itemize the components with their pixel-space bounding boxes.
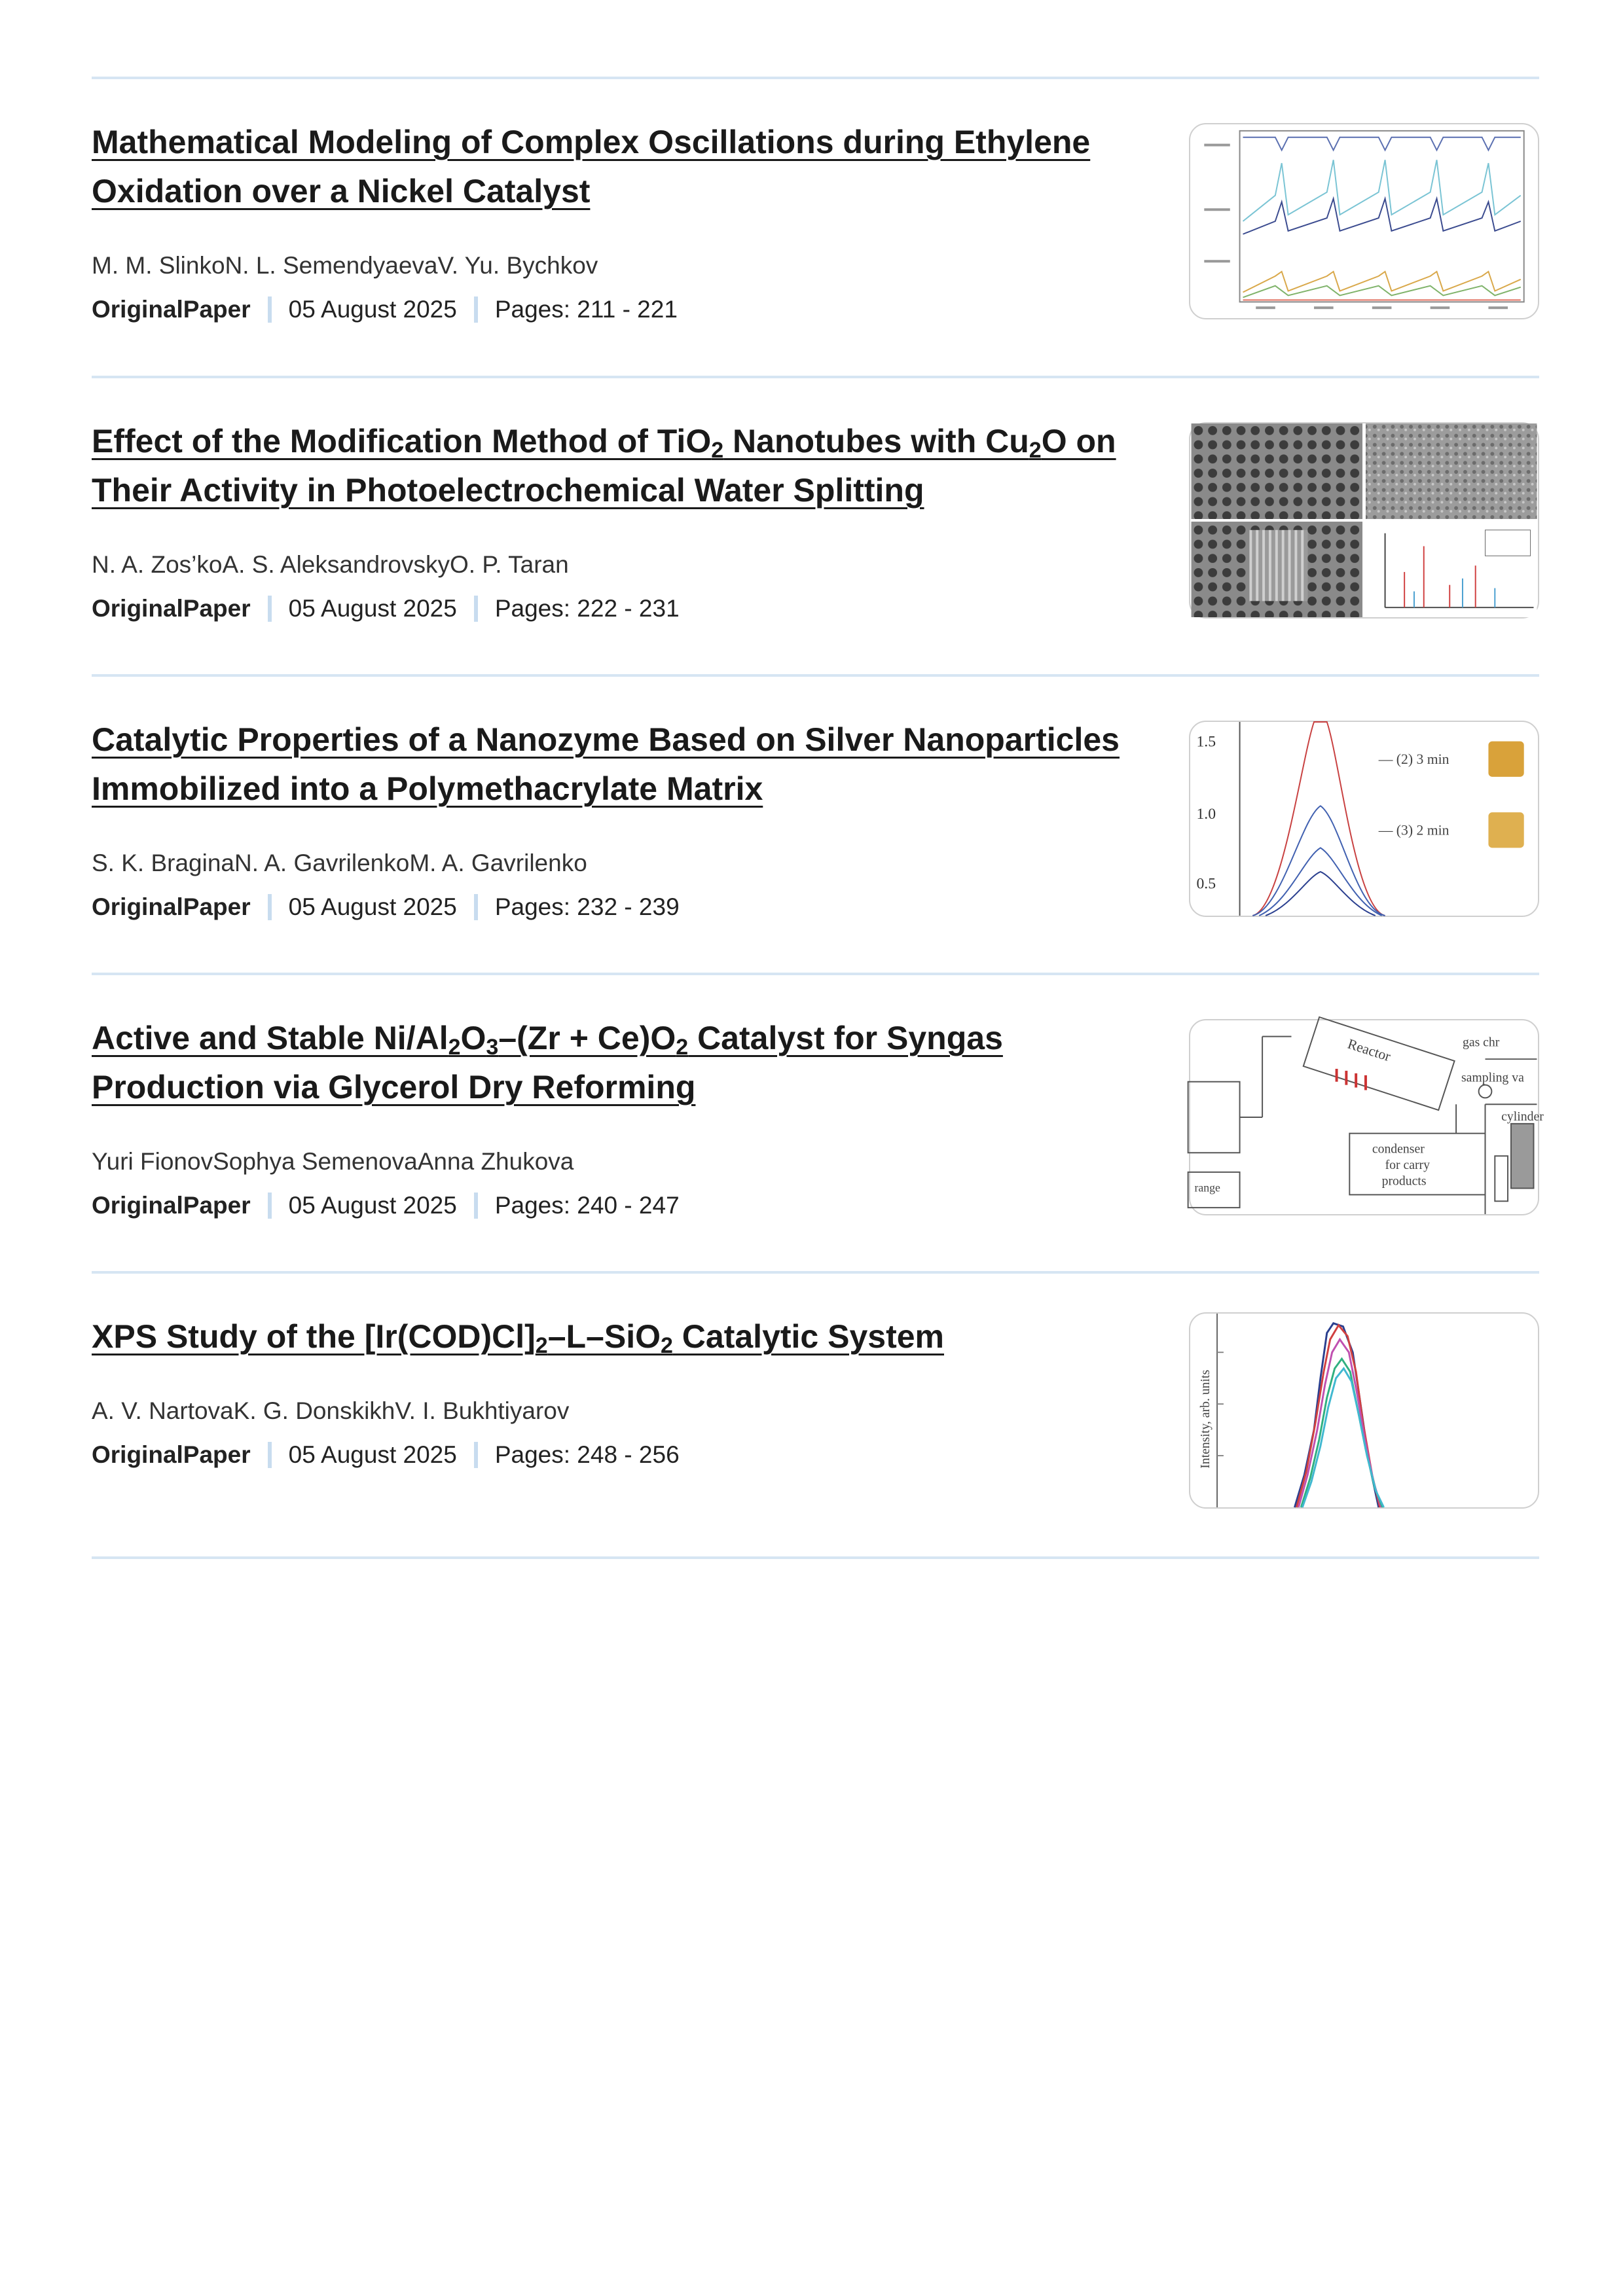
divider: [92, 674, 1539, 677]
meta-separator: [474, 1193, 478, 1219]
article-type: OriginalPaper: [92, 1192, 251, 1219]
divider: [92, 1556, 1539, 1559]
article-item: [92, 1014, 1544, 1223]
svg-text:gas chr: gas chr: [1462, 1035, 1500, 1050]
article-meta: [92, 893, 680, 921]
article-title: [92, 118, 1165, 216]
article-authors: S. K. BraginaN. A. GavrilenkoM. A. Gavrilenko: [92, 850, 587, 876]
article-date: 05 August 2025: [288, 296, 457, 323]
article-date: 05 August 2025: [288, 595, 457, 622]
article-date: 05 August 2025: [288, 1441, 457, 1468]
article-item: [92, 118, 1539, 327]
svg-text:1.0: 1.0: [1196, 806, 1216, 823]
article-title-link[interactable]: XPS Study of the $[Ir(COD)Cl]_2-L-SiO_2$ Catalytic System: [92, 1318, 944, 1358]
svg-text:for carry: for carry: [1385, 1157, 1430, 1172]
svg-text:Intensity, arb. units: Intensity, arb. units: [1198, 1369, 1213, 1469]
article-title-link[interactable]: Mathematical Modeling of Complex Oscillations during Ethylene Oxidation over a Nickel Catalyst: [92, 124, 1091, 209]
article-pages: Pages: 232 - 239: [494, 893, 680, 920]
article-title-link[interactable]: Catalytic Properties of a Nanozyme Based on Silver Nanoparticles Immobilized into a Polymethacrylate Matrix: [92, 721, 1120, 807]
svg-text:range: range: [1194, 1181, 1220, 1194]
article-authors: A. V. NartovaK. G. DonskikhV. I. Bukhtiyarov: [92, 1397, 570, 1424]
meta-separator: [268, 1442, 272, 1468]
article-thumbnail[interactable]: [1189, 721, 1539, 917]
article-authors: M. M. SlinkoN. L. SemendyaevaV. Yu. Bychkov: [92, 252, 598, 279]
meta-separator: [474, 894, 478, 920]
sem-micrographs-image: [1190, 423, 1538, 617]
meta-separator: [268, 596, 272, 622]
article-authors: N. A. Zos’koA. S. AleksandrovskyO. P. Taran: [92, 551, 569, 578]
svg-text:condenser: condenser: [1372, 1141, 1425, 1157]
divider: [92, 1271, 1539, 1274]
meta-separator: [268, 894, 272, 920]
oscillation-plot-image: [1190, 124, 1538, 318]
article-type: OriginalPaper: [92, 296, 251, 323]
meta-separator: [474, 296, 478, 323]
article-pages: Pages: 248 - 256: [494, 1441, 680, 1468]
svg-text:1.5: 1.5: [1196, 733, 1216, 751]
article-pages: Pages: 222 - 231: [494, 595, 680, 622]
article-type: OriginalPaper: [92, 893, 251, 920]
article-thumbnail[interactable]: [1189, 1312, 1539, 1509]
article-thumbnail[interactable]: [1189, 422, 1539, 619]
xps-spectra-image: [1190, 1314, 1538, 1507]
article-title-link[interactable]: Active and Stable $Ni/Al_2O_3-(Zr + Ce)O_2$ Catalyst for Syngas Production via Glycerol Dry Reforming: [92, 1020, 1003, 1105]
meta-separator: [474, 1442, 478, 1468]
article-meta: [92, 1192, 680, 1219]
meta-separator: [268, 1193, 272, 1219]
article-authors: Yuri FionovSophya SemenovaAnna Zhukova: [92, 1148, 574, 1175]
article-date: 05 August 2025: [288, 1192, 457, 1219]
svg-text:sampling va: sampling va: [1461, 1070, 1524, 1085]
article-title: [92, 417, 1165, 515]
svg-text:cylinder: cylinder: [1501, 1109, 1544, 1124]
article-item: [92, 715, 1539, 925]
svg-text:products: products: [1381, 1174, 1427, 1189]
article-title: [92, 715, 1165, 814]
article-title: [92, 1312, 1165, 1361]
article-type: OriginalPaper: [92, 595, 251, 622]
divider: [92, 77, 1539, 79]
article-type: OriginalPaper: [92, 1441, 251, 1468]
article-meta: [92, 595, 680, 622]
reactor-schematic-image: [1190, 1020, 1544, 1214]
svg-text:— (2) 3 min: — (2) 3 min: [1378, 751, 1450, 768]
absorbance-plot-image: [1190, 722, 1538, 916]
article-meta: [92, 296, 678, 323]
svg-text:Reactor: Reactor: [1345, 1035, 1393, 1065]
svg-text:0.5: 0.5: [1196, 875, 1216, 893]
svg-text:— (3) 2 min: — (3) 2 min: [1378, 822, 1450, 838]
article-thumbnail[interactable]: [1189, 1019, 1544, 1215]
article-pages: Pages: 240 - 247: [494, 1192, 680, 1219]
divider: [92, 973, 1539, 975]
divider: [92, 376, 1539, 378]
meta-separator: [474, 596, 478, 622]
article-date: 05 August 2025: [288, 893, 457, 920]
article-thumbnail[interactable]: [1189, 123, 1539, 319]
article-title: [92, 1014, 1165, 1112]
article-item: [92, 417, 1539, 626]
article-item: [92, 1312, 1539, 1509]
article-pages: Pages: 211 - 221: [494, 296, 678, 323]
article-meta: [92, 1441, 680, 1469]
article-title-link[interactable]: Effect of the Modification Method of TiO$_2$ Nanotubes with $Cu_2O$ on Their Activity in Photoelectrochemical Water Splitting: [92, 423, 1116, 509]
meta-separator: [268, 296, 272, 323]
